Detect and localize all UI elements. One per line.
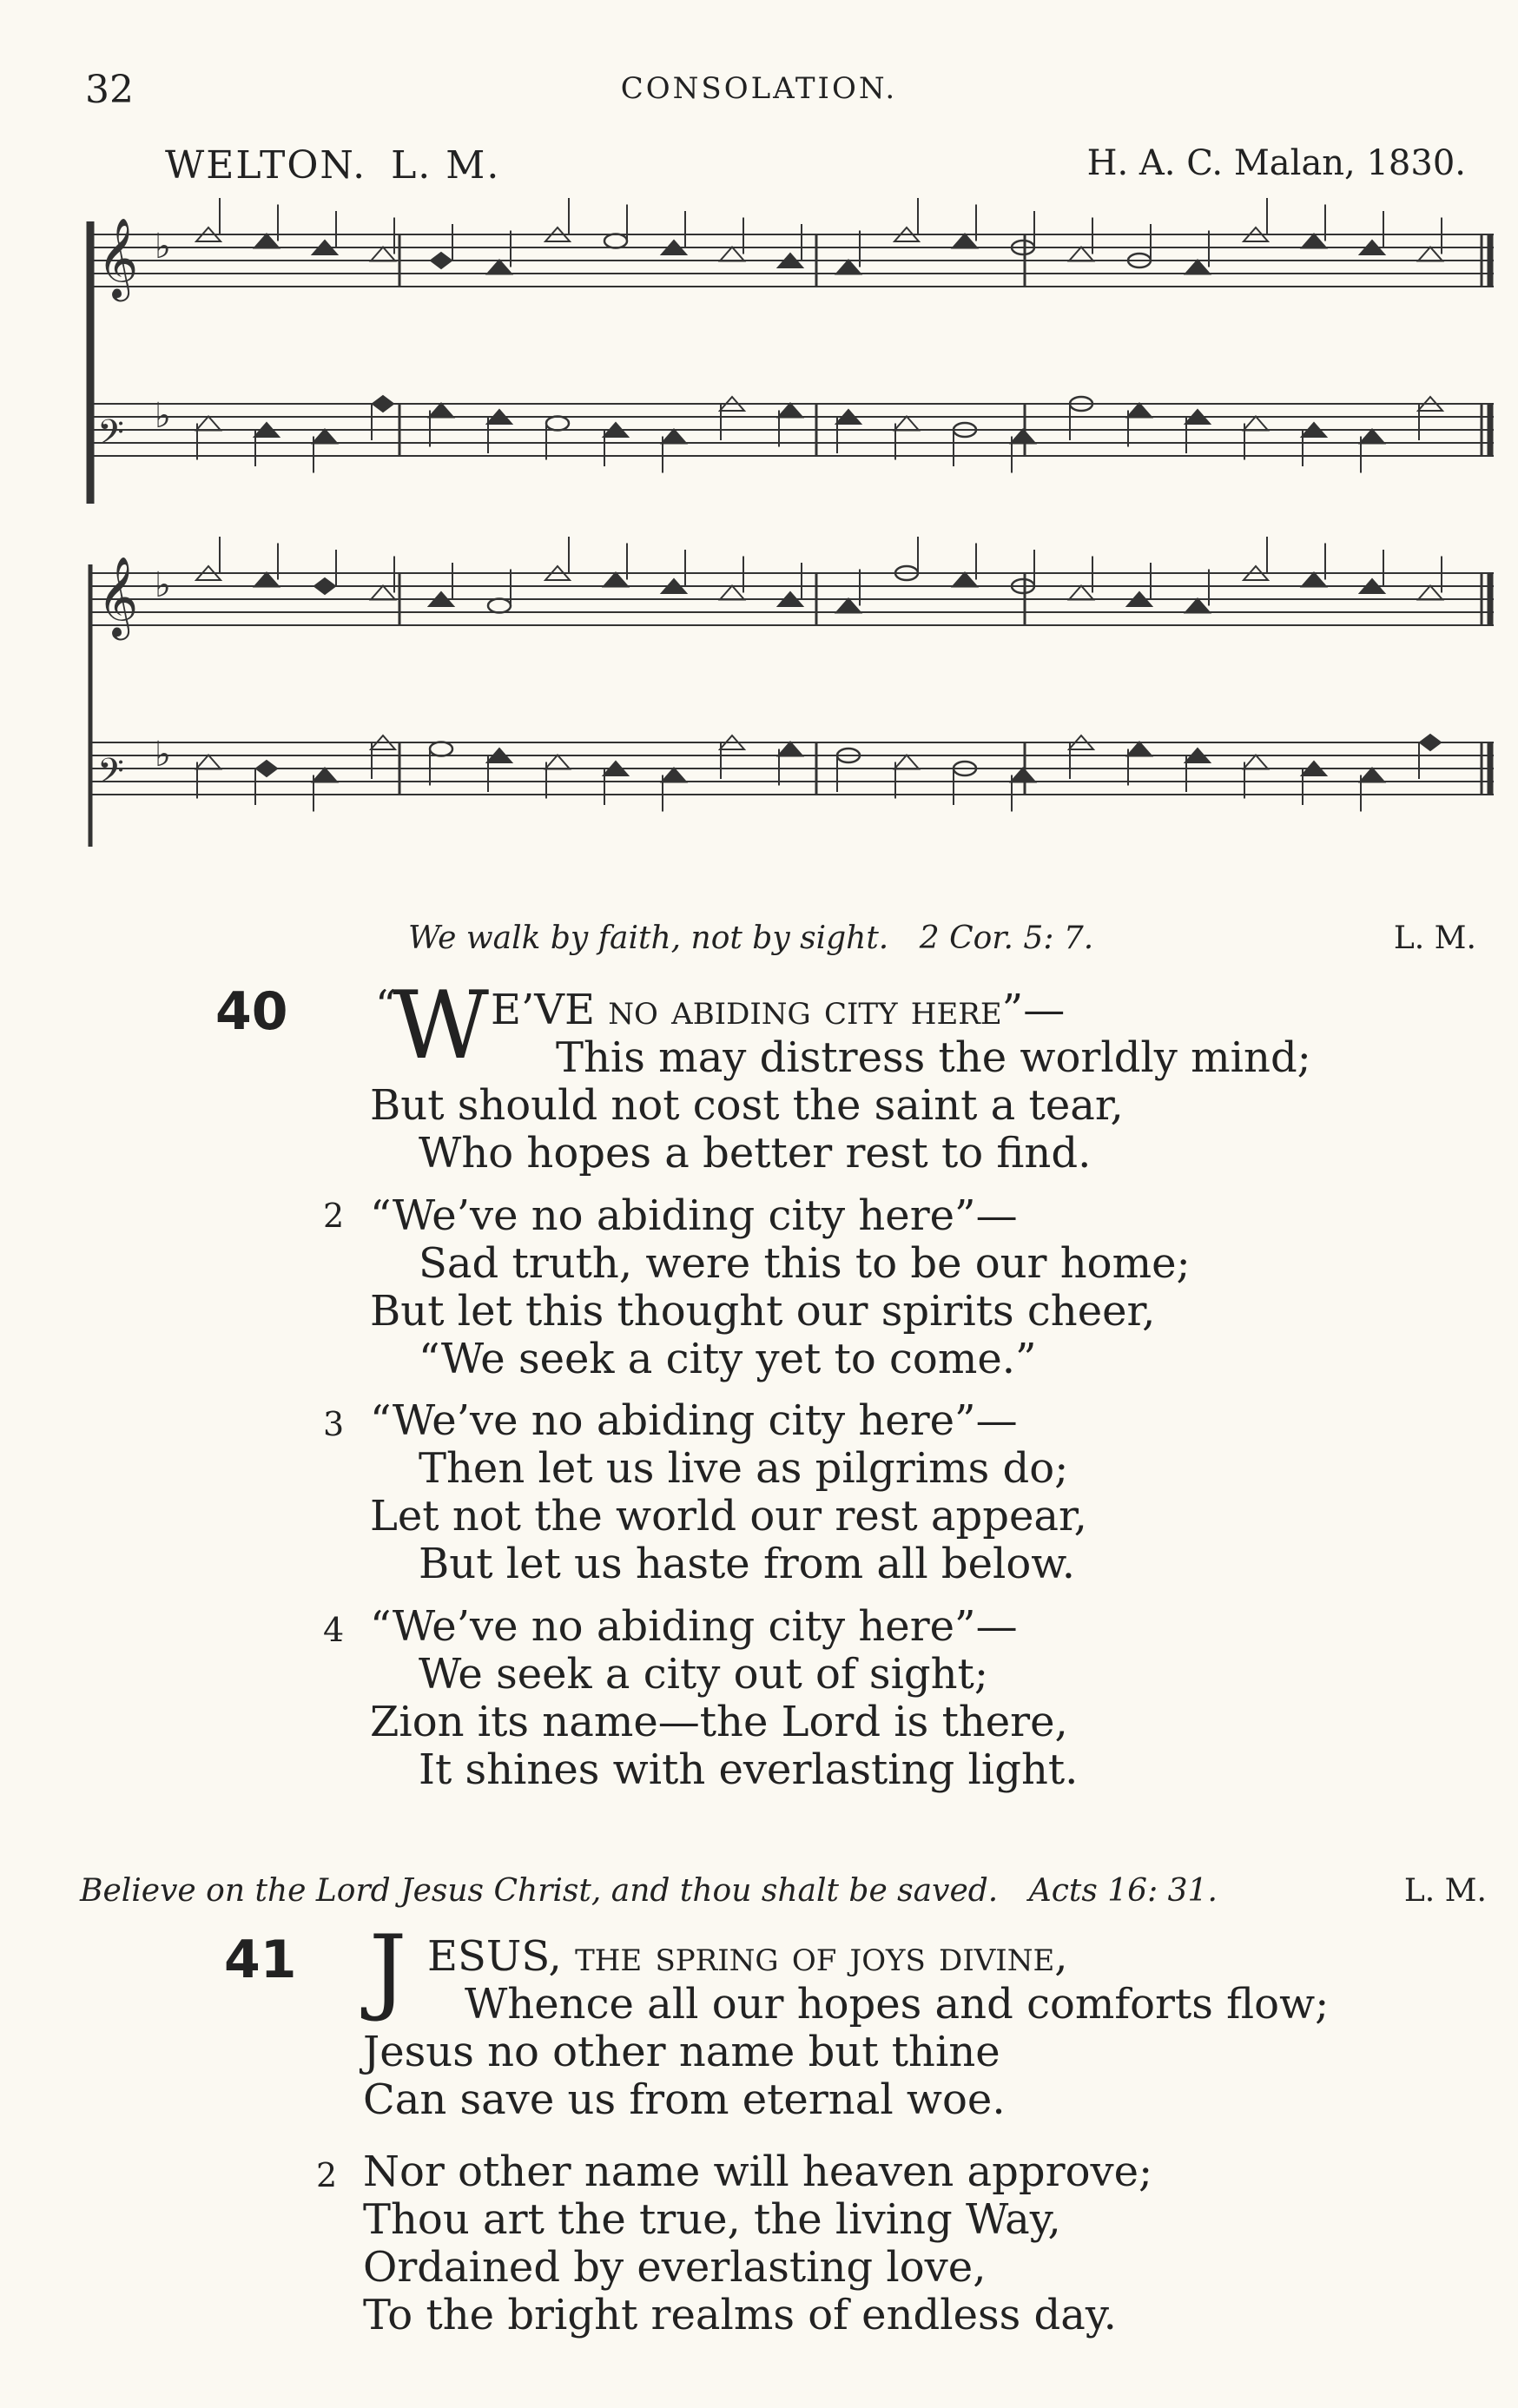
svg-text:♭: ♭ — [155, 227, 171, 267]
hymn-41-number: 41 — [224, 1930, 297, 1990]
svg-text:𝄞: 𝄞 — [97, 217, 139, 298]
hymn-41-line-1 — [427, 1932, 1068, 1981]
svg-text:𝄞: 𝄞 — [97, 556, 139, 637]
hymn-40-line-1 — [491, 986, 1065, 1034]
hymn-40-s2-line-4: “We seek a city yet to come.” — [419, 1335, 1037, 1383]
composer-credit: H. A. C. Malan, 1830. — [1086, 143, 1466, 183]
hymn-40-s4-line-3: Zion its name—the Lord is there, — [370, 1698, 1068, 1746]
hymn-41-line-4: Can save us from eternal woe. — [363, 2075, 1006, 2124]
hymn-40-s3-line-1: “We’ve no abiding city here”— — [370, 1396, 1018, 1445]
svg-text:♭: ♭ — [155, 735, 171, 775]
hymn-41-stanza-2-number: 2 — [316, 2156, 338, 2194]
hymn-41-epigraph-text: Believe on the Lord Jesus Christ, and thou shalt be saved. — [80, 1873, 999, 1909]
hymn-41-drop-cap: J — [369, 1916, 407, 2024]
hymn-40-s3-line-4: But let us haste from all below. — [419, 1540, 1075, 1588]
hymn-40-stanza-3-number: 3 — [323, 1405, 345, 1443]
hymn-40-line-4: Who hopes a better rest to find. — [419, 1129, 1092, 1178]
svg-text:♭: ♭ — [155, 565, 171, 605]
hymn-40-s2-line-1: “We’ve no abiding city here”— — [370, 1191, 1018, 1240]
hymn-40-s2-line-3: But let this thought our spirits cheer, — [370, 1287, 1156, 1336]
hymn-40-stanza-4-number: 4 — [323, 1611, 345, 1649]
hymn-41-epigraph — [80, 1873, 1487, 1909]
hymn-40-s4-line-2: We seek a city out of sight; — [419, 1650, 989, 1699]
hymn-41-line-3: Jesus no other name but thine — [363, 2028, 1000, 2076]
hymn-40-s3-line-2: Then let us live as pilgrims do; — [419, 1444, 1069, 1493]
hymn-40-epigraph — [408, 920, 1476, 956]
hymn-41-s2-line-4: To the bright realms of endless day. — [363, 2291, 1117, 2339]
hymn-40-epigraph-text: We walk by faith, not by sight. — [408, 920, 889, 956]
tune-title — [165, 143, 500, 188]
hymn-41-meter: L. M. — [1403, 1873, 1487, 1909]
music-score — [78, 187, 1502, 855]
hymn-40-reference: 2 Cor. 5: 7. — [919, 920, 1094, 956]
running-head: CONSOLATION. — [620, 71, 898, 106]
tune-name: WELTON. — [165, 143, 367, 188]
svg-text:𝄢: 𝄢 — [97, 412, 124, 461]
hymn-40-line-2: This may distress the worldly mind; — [556, 1033, 1311, 1082]
hymn-40-stanza-2-number: 2 — [323, 1197, 345, 1235]
svg-text:𝄢: 𝄢 — [97, 751, 124, 800]
hymn-40-drop-cap: W — [393, 972, 490, 1080]
svg-text:♭: ♭ — [155, 396, 171, 436]
hymn-40-s4-line-1: “We’ve no abiding city here”— — [370, 1602, 1018, 1651]
hymn-41-reference: Acts 16: 31. — [1028, 1873, 1218, 1909]
hymn-40-s2-line-2: Sad truth, were this to be our home; — [419, 1239, 1191, 1288]
hymn-40-s3-line-3: Let not the world our rest appear, — [370, 1492, 1087, 1540]
hymn-41-s2-line-1: Nor other name will heaven approve; — [363, 2147, 1153, 2196]
hymn-40-meter: L. M. — [1393, 920, 1476, 956]
hymn-41-line-1-text: ESUS, the spring of joys divine, — [427, 1932, 1068, 1981]
hymn-41-line-2: Whence all our hopes and comforts flow; — [465, 1980, 1330, 2029]
hymn-40-number: 40 — [215, 981, 288, 1042]
hymn-40-s4-line-4: It shines with everlasting light. — [419, 1745, 1079, 1794]
hymn-40-open-quote: “ — [375, 981, 397, 1030]
hymn-41-s2-line-3: Ordained by everlasting love, — [363, 2243, 987, 2292]
hymn-40-line-3: But should not cost the saint a tear, — [370, 1081, 1124, 1130]
hymn-41-s2-line-2: Thou art the true, the living Way, — [363, 2195, 1061, 2244]
tune-meter: L. M. — [391, 143, 501, 188]
page-number: 32 — [85, 68, 134, 112]
hymn-40-line-1-text: E’VE no abiding city here”— — [491, 986, 1066, 1034]
